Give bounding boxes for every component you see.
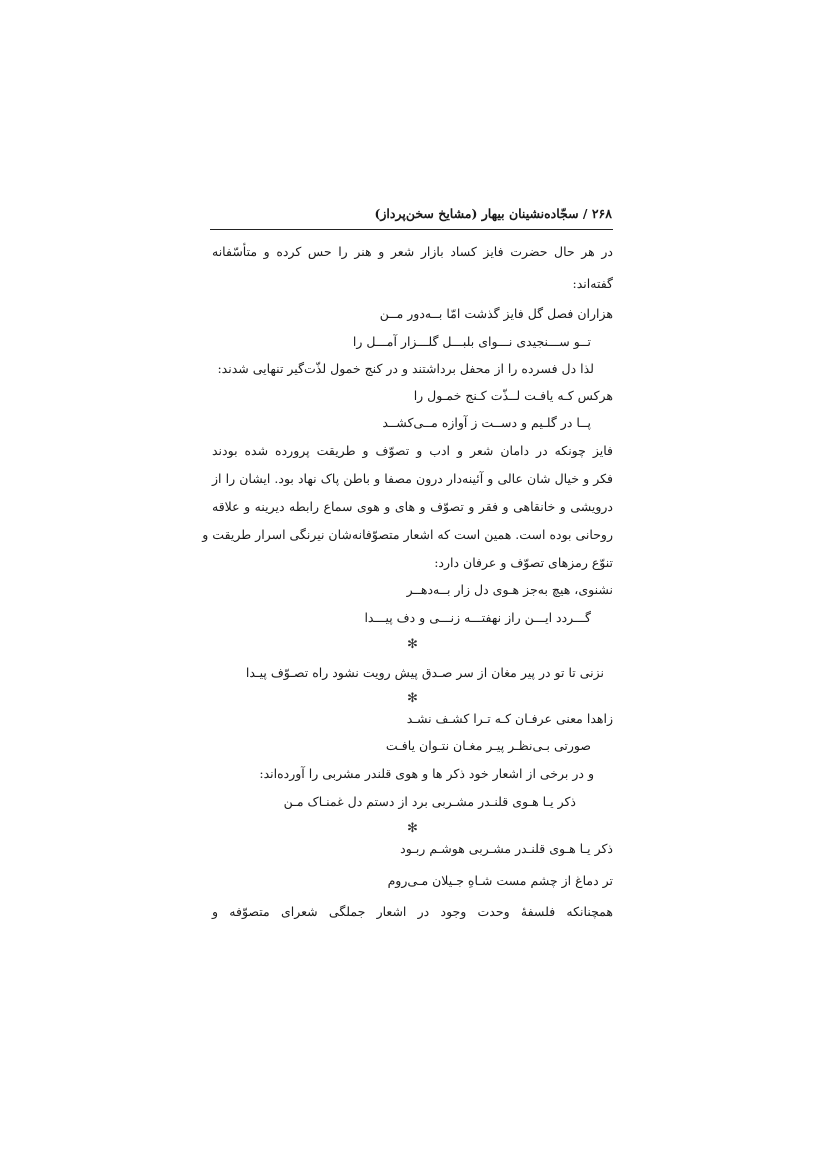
paragraph-line: همچنانکه فلسفهٔ وحدت وجود در اشعار جملگی شعرای متصوّفه و [212,904,613,919]
poem-verse: پــا در گلـیم و دســت ز آوازه مــی‌کشــد [382,415,591,430]
poem-verse: تــو ســـنجیدی نـــوای بلبـــل گلـــزار آمـــل را [352,334,591,349]
paragraph-line: لذا دل فسرده را از محفل برداشتند و در کنج خمول لذّت‌گیر تنهایی شدند: [217,361,594,376]
paragraph-line: درویشی و خانقاهی و فقر و تصوّف و های و هوی سماع رابطه دیرینه و علاقه [212,499,613,514]
paragraph-line: گفته‌اند: [572,276,613,291]
paragraph-line: و در برخی از اشعار خود ذکر ها و هوی قلندر مشربی را آورده‌اند: [259,766,594,781]
poem-verse: زاهدا معنی عرفـان کـه تـرا کشـف نشـد [406,711,613,726]
paragraph-line: روحانی بوده است. همین است که اشعار متصوّفانه‌شان نیرنگی اسرار طریقت و [202,527,613,542]
paragraph-line: تنوّع رمزهای تصوّف و عرفان دارد: [434,555,613,570]
poem-verse: هرکس کـه یافـت لــذّت کـنج خمـول را [413,388,613,403]
poem-verse: نشنوی، هیچ به‌جز هـوی دل زار بــه‌دهــر [406,582,613,597]
poem-verse: نزنی تا تو در پیر مغان از سر صـدق پیش رویت نشود راه تصـوّف پیـدا [245,665,604,680]
asterisk-separator: ✻ [407,691,418,706]
poem-verse: گـــردد ایـــن راز نهفتـــه زنـــی و دف پیـــدا [364,610,591,625]
header-rule [210,229,613,230]
poem-verse: تر دماغ از چشم مست شـاهِ جـیلان مـی‌روم [387,873,613,888]
poem-verse: صورتی بـی‌نظـر پیـر مغـان نتـوان یافـت [385,738,591,753]
asterisk-separator: ✻ [407,821,418,836]
running-header: ۲۶۸ / سجّاده‌نشینان بیهار (مشایخ سخن‌پرداز) [374,206,612,221]
poem-verse: ذکر یـا هـوی قلنـدر مشـربی هوشـم ربـود [400,841,613,856]
paragraph-line: فکر و خیال شان عالی و آئینه‌دار درون مصفا و باطن پاک نهاد بود. ایشان را از [212,471,613,486]
paragraph-line: در هر حال حضرت فایز کساد بازار شعر و هنر را حس کرده و متأسّفانه [212,244,613,259]
paragraph-line: فایز چونکه در دامان شعر و ادب و تصوّف و طریقت پرورده شده بودند [212,443,613,458]
poem-verse: ذکر یـا هـوی قلنـدر مشـربی برد از دستم دل غمنـاک مـن [283,794,576,809]
asterisk-separator: ✻ [407,637,418,652]
poem-verse: هزاران فصل گل فایز گذشت امّا بــه‌دور مــن [379,306,613,321]
